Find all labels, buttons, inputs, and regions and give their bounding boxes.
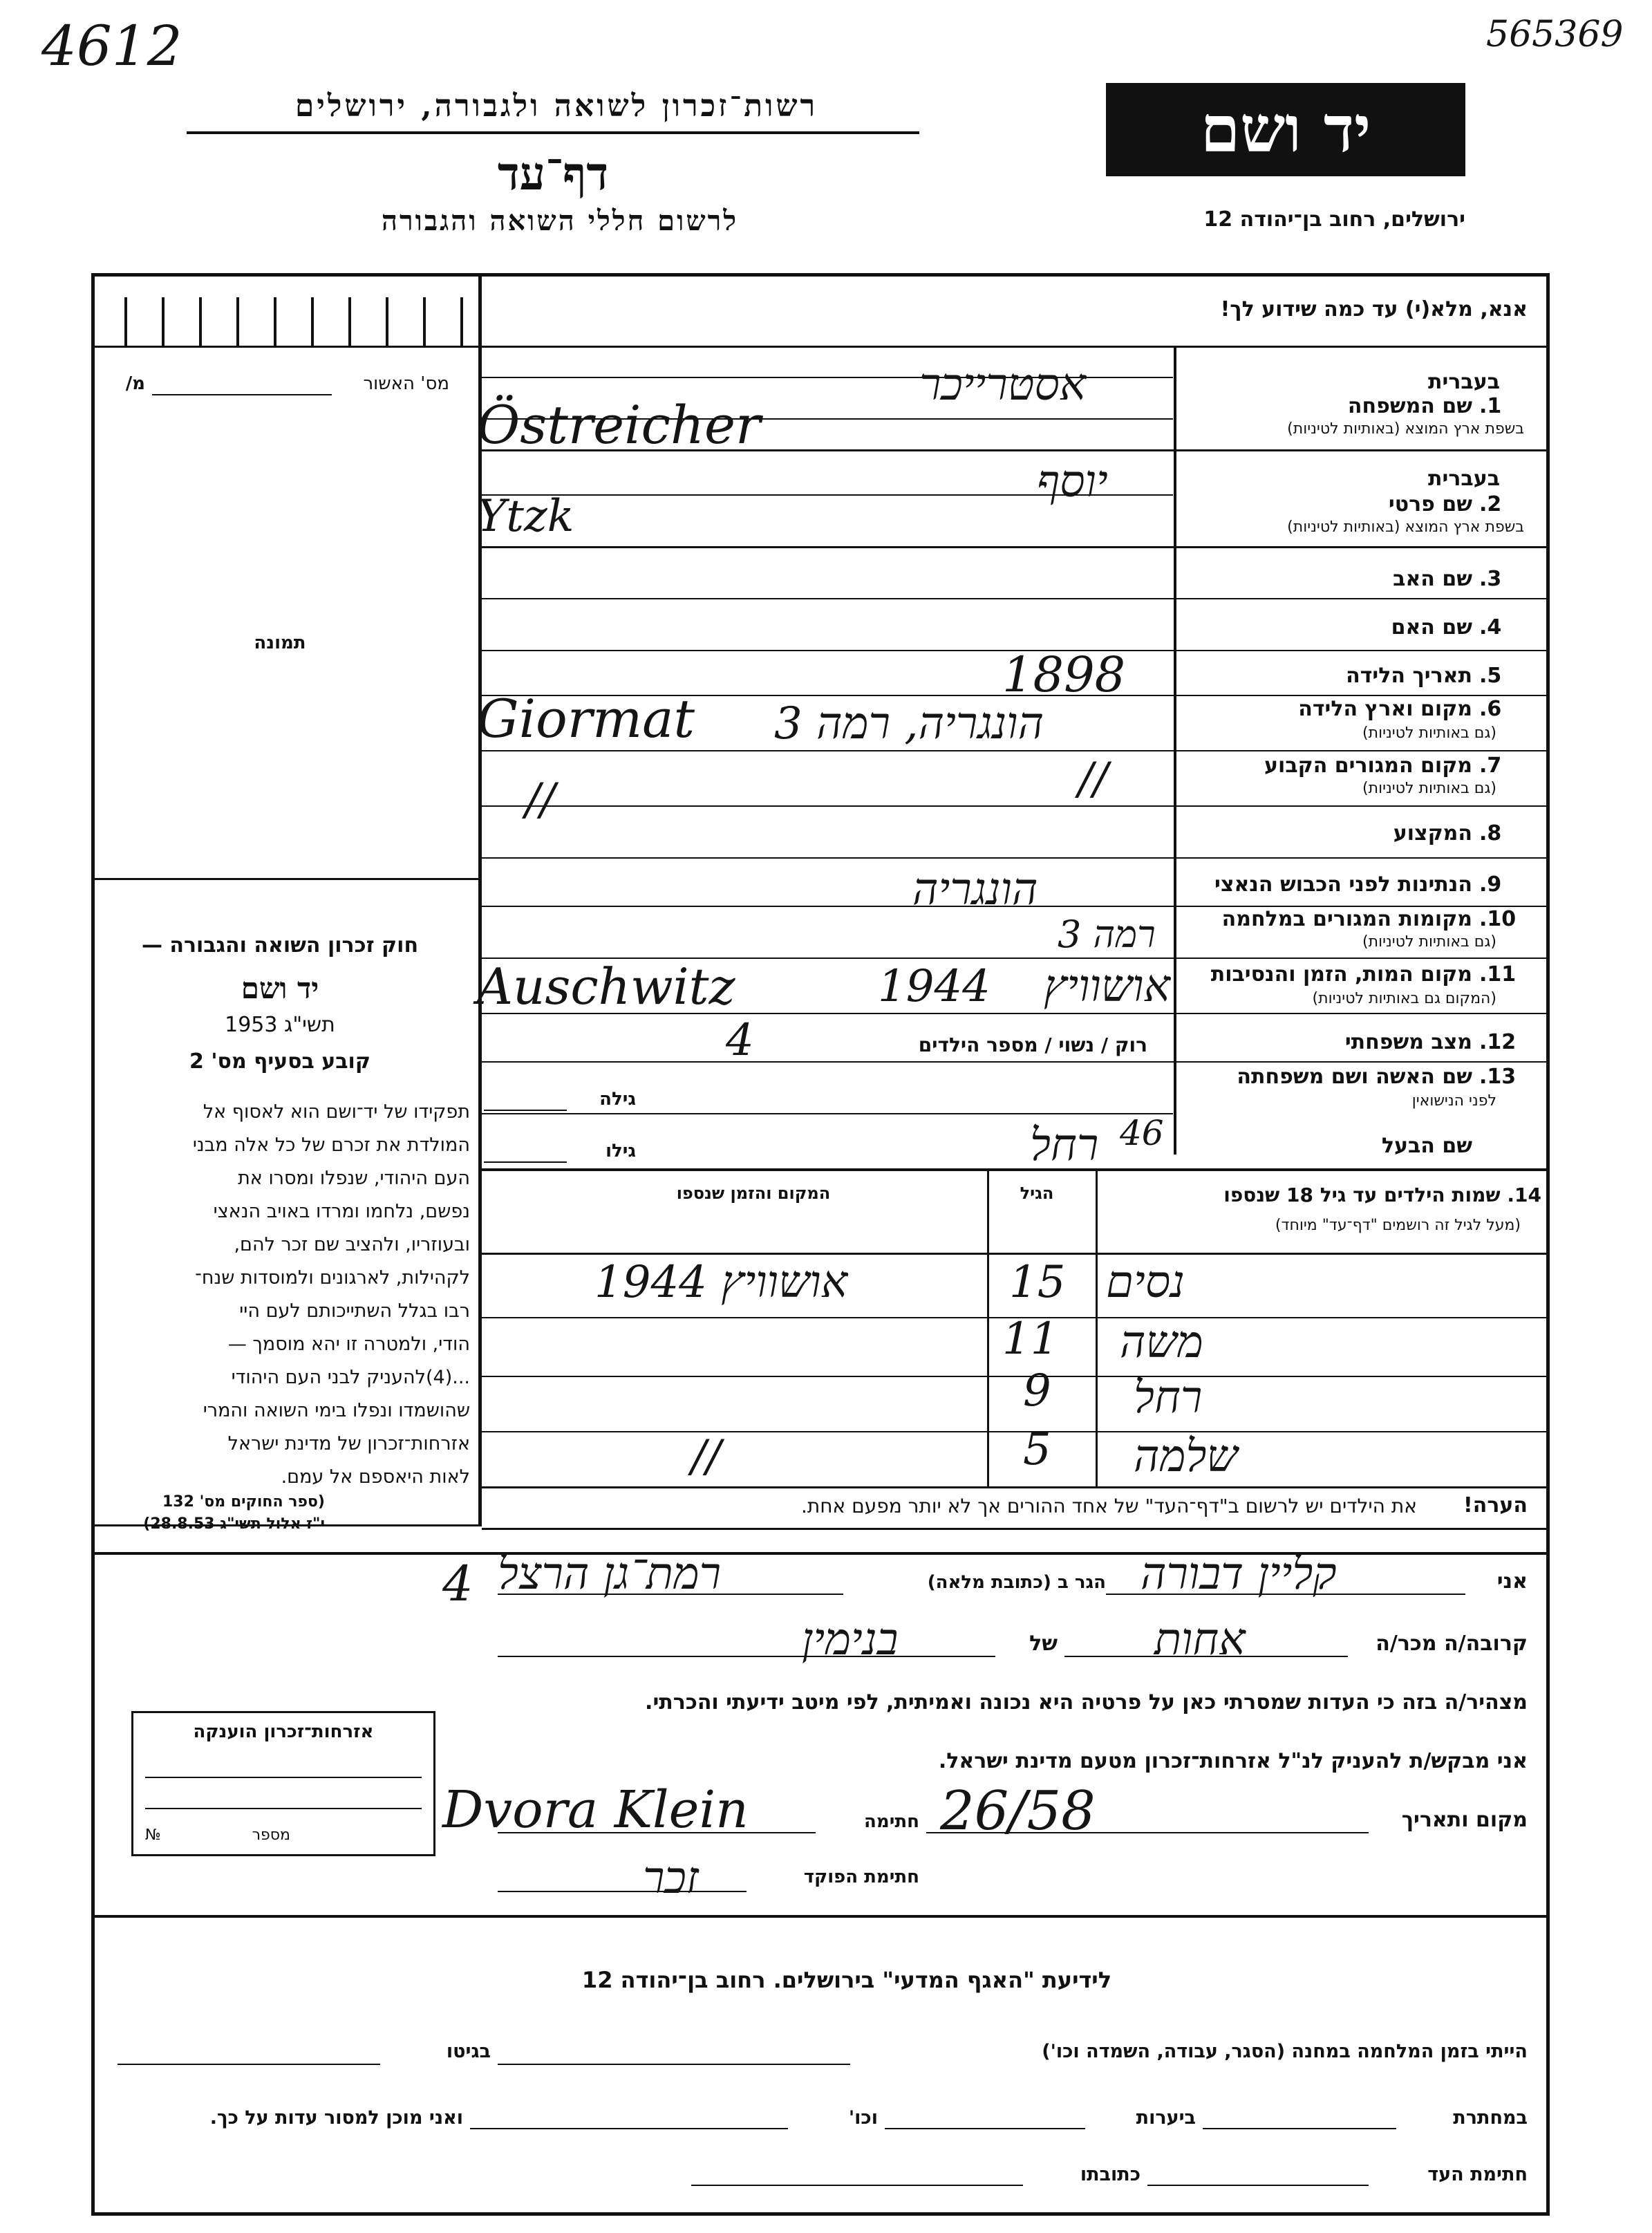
row-line (482, 1061, 1550, 1063)
field-2-hebrew: בעברית (1428, 467, 1500, 491)
law-ref-1: (ספר החוקים מס' 132 (162, 1493, 325, 1511)
yad-vashem-logo: יד ושם (1106, 83, 1465, 176)
field-4-no: 4. (1479, 615, 1502, 639)
law-line: לקהילות, לארגונים ולמוסדות שנח־ (195, 1267, 470, 1289)
hw-declarant-relation: אחות (1154, 1614, 1246, 1665)
husband-age-label: גילו (606, 1141, 636, 1161)
children-row-line (482, 1376, 1550, 1377)
row-line (482, 805, 1550, 807)
wife-age-line (484, 1110, 567, 1111)
husband-label: שם הבעל (1381, 1134, 1472, 1158)
children-col-place: המקום והזמן שנספו (676, 1184, 831, 1203)
declaration-residing: הגר ב (כתובת מלאה) (927, 1572, 1106, 1593)
hw-birth-place-latin: Giormat (477, 688, 695, 749)
hw-declarant-of: בנימין (802, 1614, 899, 1665)
hw-given-hebrew: יוסף (1037, 456, 1108, 507)
law-line: לאות היאספם אל עמם. (281, 1466, 470, 1488)
law-title: חוק זכרון השואה והגבורה — (141, 933, 419, 957)
archive-mark-right: 565369 (1486, 14, 1624, 55)
law-line: המולדת את זכרם של כל אלה מבני (192, 1134, 470, 1156)
law-section: קובע בסעיף מס' 2 (189, 1049, 370, 1074)
hw-residence-1: // (1078, 754, 1109, 805)
officer-signature-line (498, 1891, 747, 1892)
citizenship-box-line (145, 1777, 422, 1778)
citizenship-number-label: מספר (252, 1826, 290, 1844)
declaration-i-am: אני (1496, 1569, 1528, 1594)
marital-options: רוק / נשוי / מספר הילדים (918, 1034, 1147, 1056)
law-line: תפקידו של יד־ושם הוא לאסוף אל (203, 1101, 470, 1123)
hw-child-2-age: 11 (1002, 1314, 1059, 1365)
footer-top-line (91, 1915, 1550, 1918)
approval-no-label: מס' האשור (363, 373, 449, 394)
note-text: את הילדים יש לרשום ב"דף־העד" של אחד ההורים אך לא יותר מפעם אחת. (800, 1495, 1417, 1517)
field-5-label: תאריך הלידה (1346, 664, 1472, 688)
field-6-label: מקום וארץ הלידה (1298, 697, 1472, 721)
declaration-of: של (1029, 1632, 1058, 1656)
footer-underground: במחתרת (1453, 2107, 1528, 2129)
footer-underground-blank (1203, 2128, 1396, 2129)
hw-given-latin: Ytzk (477, 491, 574, 542)
field-2-label: שם פרטי (1388, 492, 1472, 516)
hw-death-place-hebrew: אושוויץ (1044, 961, 1170, 1012)
field-10-no: 10. (1479, 907, 1517, 931)
footer-forests: ביערות (1136, 2107, 1196, 2129)
footer-and-blank (470, 2128, 788, 2129)
hw-child-1-name: נסים (1106, 1257, 1185, 1308)
children-header-line (482, 1253, 1550, 1255)
photo-box-bottom (91, 878, 482, 880)
hw-child-1-place: אושוויץ 1944 (594, 1257, 848, 1308)
hw-wartime-place: רמה 3 (1058, 913, 1156, 956)
footer-line1: הייתי בזמן המלחמה במחנה (הסגר, עבודה, השמדה וכו') (1042, 2041, 1528, 2062)
row-line (482, 750, 1550, 751)
authority-title: רשות־זכרון לשואה ולגבורה, ירושלים (294, 88, 818, 124)
stamp-ticks (124, 297, 470, 346)
law-line: ...(4)להעניק לבני העם היהודי (231, 1367, 470, 1388)
children-title: 14. שמות הילדים עד גיל 18 שנספו (1223, 1184, 1541, 1206)
hw-residence-2: // (525, 774, 556, 825)
hw-surname-hebrew: אסטרייכר (919, 359, 1087, 411)
children-title-note: (מעל לגיל זה רושמים "דף־עד" מיוחד) (1275, 1217, 1521, 1234)
hw-officer: זכר (643, 1853, 699, 1904)
hw-child-3-age: 9 (1023, 1365, 1051, 1417)
children-col-divider (987, 1170, 989, 1488)
field-13-label: שם האשה ושם משפחתה (1237, 1065, 1472, 1089)
law-text-block (97, 1096, 470, 1494)
footer-witness-signature: חתימת העד (1427, 2164, 1528, 2185)
hw-birth-year: 1898 (1002, 646, 1126, 703)
photo-label: תמונה (254, 633, 306, 653)
field-13-no: 13. (1479, 1065, 1517, 1089)
field-1-no: 1. (1479, 394, 1502, 418)
field-9-no: 9. (1479, 872, 1502, 897)
field-11-label: מקום המות, הזמן והנסיבות (1210, 962, 1472, 987)
approval-no-prefix: מ/ (125, 373, 145, 394)
declaration-relative: קרובה/ה מכר/ה (1376, 1632, 1528, 1656)
field-11-no: 11. (1479, 962, 1517, 987)
hw-child-4-name: שלמה (1134, 1431, 1238, 1482)
law-line: שהושמדו ונפלו בימי השואה והמרי (203, 1400, 470, 1421)
husband-age-line (484, 1161, 567, 1163)
field-5-no: 5. (1479, 664, 1502, 688)
field-6-no: 6. (1479, 697, 1502, 721)
field-6-note: (גם באותיות לטיניות) (1362, 725, 1496, 742)
citizenship-box-line (145, 1808, 422, 1809)
hw-husband-mark: 46 (1120, 1113, 1164, 1153)
field-1-hebrew: בעברית (1428, 370, 1500, 394)
authority-underline (187, 131, 919, 134)
left-column-divider (478, 273, 482, 1524)
children-bottom-line (482, 1486, 1550, 1488)
signature-label: חתימה (864, 1811, 919, 1832)
field-4-label: שם האם (1391, 615, 1472, 639)
hw-date: 26/58 (940, 1780, 1096, 1842)
hw-death-place-latin: Auschwitz (477, 957, 735, 1016)
archive-mark-left: 4612 (41, 14, 182, 78)
law-line: נפשם, נלחמו ומרדו באויב הנאצי (213, 1201, 470, 1222)
law-name: יד ושם (241, 971, 319, 1005)
hw-declarant-name: קליין דבורה (1141, 1549, 1337, 1600)
field-1-label: שם המשפחה (1347, 394, 1472, 418)
law-line: אזרחות־זכרון של מדינת ישראל (227, 1433, 470, 1455)
place-date-label: מקום ותאריך (1401, 1808, 1528, 1832)
instruction: אנא, מלא(י) עד כמה שידוע לך! (1220, 297, 1528, 321)
row-line (482, 857, 1550, 859)
field-3-no: 3. (1479, 567, 1502, 591)
hw-child-place-repeat: // (691, 1431, 722, 1482)
hw-declarant-address: רמת־גן הרצל (498, 1549, 722, 1600)
hw-child-1-age: 15 (1009, 1257, 1066, 1308)
form-title: דף־עד (497, 147, 609, 200)
law-line: העם היהודי, שנפלו ומסרו את (238, 1168, 470, 1189)
field-11-note: (המקום גם באותיות לטיניות) (1312, 990, 1496, 1007)
field-2-no: 2. (1479, 492, 1502, 516)
field-10-label: מקומות המגורים במלחמה (1221, 907, 1472, 931)
hw-child-2-name: משה (1120, 1317, 1203, 1368)
row-line (482, 1168, 1550, 1171)
approval-no-line (152, 394, 332, 395)
footer-title: לידיעת "האגף המדעי" בירושלים. רחוב בן־יהודה 12 (581, 1967, 1112, 1993)
form-subtitle: לרשום חללי השואה והגבורה (381, 205, 739, 237)
footer-address-blank (691, 2185, 1023, 2186)
field-7-label: מקום המגורים הקבוע (1264, 754, 1472, 778)
field-10-note: (גם באותיות לטיניות) (1362, 933, 1496, 951)
field-13-note: לפני הנישואין (1411, 1092, 1496, 1110)
officer-signature-label: חתימת הפוקד (803, 1867, 919, 1887)
children-col-age: הגיל (1020, 1184, 1054, 1203)
hw-surname-latin: Östreicher (477, 394, 761, 456)
field-2-note: בשפת ארץ המוצא (באותיות לטיניות) (1287, 518, 1524, 536)
footer-ghetto: בגיטו (446, 2041, 491, 2062)
row-line (482, 1113, 1173, 1114)
field-3-label: שם האב (1393, 567, 1472, 591)
field-1-note: בשפת ארץ המוצא (באותיות לטיניות) (1287, 420, 1524, 438)
field-7-note: (גם באותיות לטיניות) (1362, 780, 1496, 797)
of-line (498, 1656, 995, 1657)
field-9-label: הנתינות לפני הכבוש הנאצי (1214, 872, 1472, 897)
left-column-bottom (91, 1524, 482, 1526)
law-year: תשי"ג 1953 (225, 1013, 335, 1037)
hw-death-year: 1944 (878, 961, 991, 1012)
instruction-underline (482, 346, 1550, 348)
citizenship-no-sign: № (145, 1826, 161, 1844)
stamp-row-bottom (91, 346, 482, 348)
law-line: רבו בגלל השתייכותם לעם היי (239, 1300, 470, 1322)
note-label: הערה! (1463, 1493, 1528, 1517)
law-line: הודי, ולמטרה זו יהא מוסמך — (227, 1334, 470, 1355)
footer-and: וכו' (848, 2107, 878, 2129)
footer-witness-blank (1147, 2185, 1369, 2186)
law-line: ובעוזריו, ולהציב שם זכר להם, (234, 1234, 470, 1255)
hw-marital-count: 4 (726, 1015, 754, 1066)
header-address: ירושלים, רחוב בן־יהודה 12 (1203, 207, 1465, 232)
wife-age-label: גילה (599, 1089, 636, 1110)
field-12-label: מצב משפחתי (1344, 1030, 1472, 1054)
field-8-no: 8. (1479, 821, 1502, 845)
footer-ready: ואני מוכן למסור עדות על כך. (209, 2107, 463, 2129)
hw-husband-name: רחל (1030, 1120, 1099, 1171)
hw-child-4-age: 5 (1023, 1424, 1051, 1475)
citizenship-box-title: אזרחות־זכרון הוענקה (193, 1721, 374, 1742)
field-12-no: 12. (1479, 1030, 1517, 1054)
row-line (482, 546, 1550, 548)
declaration-statement: מצהיר/ה בזה כי העדות שמסרתי כאן על פרטיה היא נכונה ואמיתית, לפי מיטב ידיעתי והכרתי. (645, 1690, 1528, 1715)
field-8-label: המקצוע (1393, 821, 1472, 845)
footer-address: כתובתו (1080, 2164, 1141, 2185)
footer-line1-blank (498, 2064, 850, 2065)
hw-margin-mark: 4 (442, 1555, 473, 1612)
hw-signature: Dvora Klein (442, 1780, 749, 1840)
hw-birth-place-hebrew: הונגריה, רמה 3 (774, 698, 1044, 749)
children-col-divider (1096, 1170, 1098, 1488)
children-row-line (482, 1431, 1550, 1432)
note-bottom-line (482, 1528, 1550, 1530)
hw-child-3-name: רחל (1134, 1372, 1203, 1423)
footer-ghetto-blank (118, 2064, 380, 2065)
field-7-no: 7. (1479, 754, 1502, 778)
hw-nationality: הונגריה (912, 864, 1038, 915)
declaration-request: אני מבקש/ת להעניק לנ"ל אזרחות־זכרון מטעם מדינת ישראל. (938, 1749, 1528, 1773)
footer-forests-blank (885, 2128, 1085, 2129)
row-line (482, 598, 1550, 599)
